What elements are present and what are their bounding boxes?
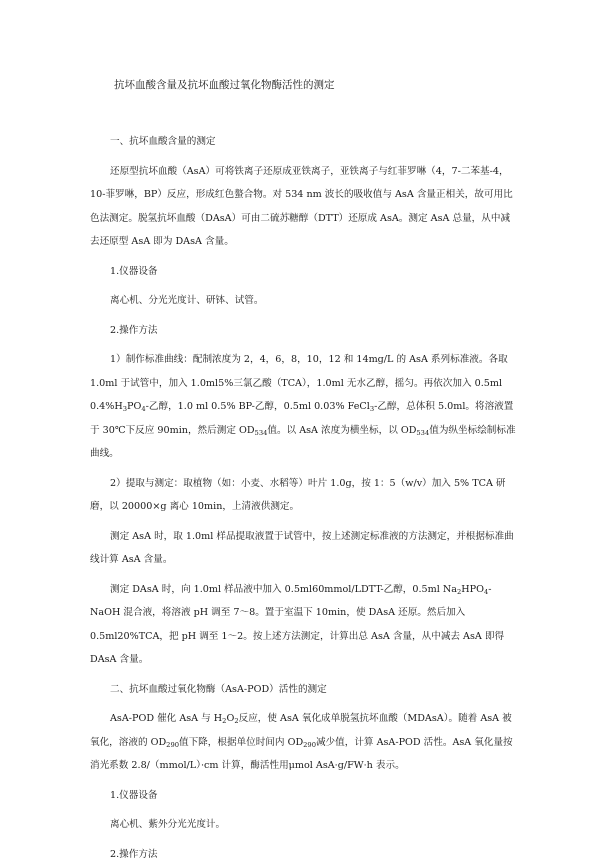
s2-sub-1: 2 (222, 717, 226, 725)
asa-measurement: 测定 AsA 时，取 1.0ml 样品提取液置于试管中，按上述测定标准液的方法测定，并根据标准曲线计算 AsA 含量。 (90, 525, 516, 572)
s2-sub-3: 290 (166, 741, 179, 749)
section-2-equipment: 离心机、紫外分光光度计。 (90, 813, 516, 837)
dasa-sub-1: 2 (457, 588, 461, 596)
section-1-heading: 一、抗坏血酸含量的测定 (90, 130, 516, 154)
s2-text-b: O (226, 713, 234, 724)
standard-curve-step (90, 348, 516, 466)
section-2-intro (90, 707, 516, 778)
s2-text-e: 减少值，计算 AsA-POD 活性。AsA 氧化量按消光系数 2.8/（mmol/L）·cm 计算，酶活性用μmol AsA·g/FW·h 表示。 (90, 737, 513, 772)
section-1-equipment: 离心机、分光光度计、研钵、试管。 (90, 289, 516, 313)
dasa-measurement (90, 578, 516, 672)
section-1-method-heading: 2.操作方法 (90, 319, 516, 343)
step1-text-e: 值。以 AsA 浓度为横坐标，以 OD (267, 425, 416, 436)
s2-sub-2: 2 (234, 717, 238, 725)
step1-text-f: 值为纵坐标绘制标准曲线。 (90, 425, 516, 460)
step1-text-b: PO (127, 401, 141, 412)
document-title: 抗坏血酸含量及抗坏血酸过氧化物酶活性的测定 (114, 77, 335, 93)
section-1-equipment-heading: 1.仪器设备 (90, 260, 516, 284)
section-2-method-heading: 2.操作方法 (90, 843, 516, 866)
s2-sub-4: 290 (303, 741, 316, 749)
dasa-sub-2: 4 (484, 588, 488, 596)
s2-text-a: AsA-POD 催化 AsA 与 H (110, 713, 222, 724)
step1-sub-3: 3 (370, 405, 374, 413)
section-1-intro: 还原型抗坏血酸（AsA）可将铁离子还原成亚铁离子，亚铁离子与红菲罗啉（4，7-二苯基-4，10-菲罗啉，BP）反应，形成红色螯合物。对 534 nm 波长的吸收值与 AsA 含量正相关，故可用比色法测定。脱氢抗坏血酸（DAsA）可由二硫苏糖醇（DTT）还原成 AsA。测定 AsA 总量，从中减去还原型 AsA 即为 DAsA 含量。 (90, 160, 516, 254)
dasa-text-a: 测定 DAsA 时，向 1.0ml 样品液中加入 0.5ml60mmol/LDTT-乙醇，0.5ml Na (110, 584, 457, 595)
step1-sub-5: 534 (416, 429, 429, 437)
dasa-text-c: -NaOH 混合液，将溶液 pH 调至 7～8。置于室温下 10min，使 DAsA 还原。然后加入 0.5ml20%TCA，把 pH 调至 1～2。按上述方法测定，计算出总 AsA 含量，从中减去 AsA 即得 DAsA 含量。 (90, 584, 504, 666)
step1-sub-4: 534 (255, 429, 268, 437)
step1-text-c: -乙醇，1.0 ml 0.5% BP-乙醇，0.5ml 0.03% FeCl (146, 401, 370, 412)
step1-text-a: 1）制作标准曲线：配制浓度为 2，4，6，8，10，12 和 14mg/L 的 AsA 系列标准液。各取 1.0ml 于试管中，加入 1.0ml5%三氯乙酸（TCA），1.0ml 无水乙醇，摇匀。再依次加入 0.5ml 0.4%H (90, 354, 508, 412)
section-2-heading: 二、抗坏血酸过氧化物酶（AsA-POD）活性的测定 (90, 678, 516, 702)
step1-sub-1: 3 (123, 405, 127, 413)
dasa-text-b: HPO (461, 584, 484, 595)
step1-text-d: -乙醇，总体积 5.0ml。将溶液置于 30℃下反应 90min，然后测定 OD (90, 401, 513, 436)
step1-sub-2: 4 (141, 405, 145, 413)
s2-text-c: 反应，使 AsA 氧化成单脱氢抗坏血酸（MDAsA）。随着 AsA 被氧化，溶液的 OD (90, 713, 512, 748)
s2-text-d: 值下降，根据单位时间内 OD (179, 737, 303, 748)
document-body (90, 118, 516, 866)
extraction-step: 2）提取与测定：取植物（如：小麦、水稻等）叶片 1.0g，按 1：5（w/v）加入 5% TCA 研磨，以 20000×g 离心 10min，上清液供测定。 (90, 472, 516, 519)
section-2-equipment-heading: 1.仪器设备 (90, 784, 516, 808)
